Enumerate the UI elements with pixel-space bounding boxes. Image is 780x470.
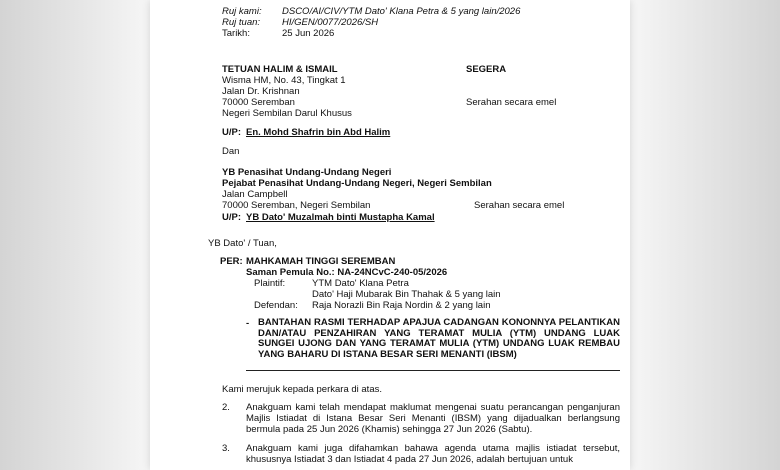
paragraph-3-number: 3. xyxy=(222,443,230,454)
defendan-label: Defendan: xyxy=(254,300,298,311)
addressee1-line3: 70000 Seremban xyxy=(222,97,295,108)
addressee1-up-value: En. Mohd Shafrin bin Abd Halim xyxy=(246,127,391,138)
paragraph-2-text: Anakguam kami telah mendapat maklumat mengenai suatu perancangan penganjuran Majlis Istiadat di Istana Besar Seri Menanti (IBSM) yang dijadualkan berlangsung bermula pada 25 Jun 2026 (Khamis) sehingga 27 Jun 2026 (Sabtu). xyxy=(246,402,620,435)
addressee1-line2: Jalan Dr. Krishnan xyxy=(222,86,300,97)
addressee2-name: YB Penasihat Undang-Undang Negeri xyxy=(222,167,392,178)
addressee2-up-value: YB Dato' Muzalmah binti Mustapha Kamal xyxy=(246,212,435,223)
addressee1-line1: Wisma HM, No. 43, Tingkat 1 xyxy=(222,75,346,86)
addressee2-up-label: U/P: xyxy=(222,212,241,223)
background-right xyxy=(630,0,780,470)
defendan-value: Raja Norazli Bin Raja Nordin & 2 yang lain xyxy=(312,300,491,311)
subject-text: BANTAHAN RASMI TERHADAP APAJUA CADANGAN KONONNYA PELANTIKAN DAN/ATAU PENZAHIRAN YANG TERAMAT MULIA (YTM) UNDANG LUAK SUNGEI UJONG DAN YANG TERAMAT MULIA (YTM) UNDANG LUAK REMBAU YANG BAHARU DI ISTANA BESAR SERI MENANTI (IBSM) xyxy=(258,317,620,360)
paragraph-2-number: 2. xyxy=(222,402,230,413)
urgency-label: SEGERA xyxy=(466,64,507,75)
ruj-tuan-label: Ruj tuan: xyxy=(222,17,261,28)
addressee1-name: TETUAN HALIM & ISMAIL xyxy=(222,64,338,75)
ruj-tuan-value: HI/GEN/0077/2026/SH xyxy=(282,17,379,28)
subject-dash: - xyxy=(246,318,250,329)
letter-page xyxy=(150,0,630,470)
plaintif-1: YTM Dato' Klana Petra xyxy=(312,278,409,289)
addressee2-line3: 70000 Seremban, Negeri Sembilan xyxy=(222,200,371,211)
per-court: MAHKAMAH TINGGI SEREMBAN xyxy=(246,256,396,267)
addressee1-up-label: U/P: xyxy=(222,127,241,138)
salutation: YB Dato' / Tuan, xyxy=(208,238,277,249)
ruj-kami-label: Ruj kami: xyxy=(222,6,262,17)
ruj-kami-value: DSCO/AI/CIV/YTM Dato' Klana Petra & 5 yang lain/2026 xyxy=(282,6,521,17)
per-label: PER: xyxy=(220,256,243,267)
per-case: Saman Pemula No.: NA-24NCvC-240-05/2026 xyxy=(246,267,448,278)
background-left xyxy=(0,0,150,470)
tarikh-value: 25 Jun 2026 xyxy=(282,28,335,39)
plaintif-label: Plaintif: xyxy=(254,278,286,289)
subject-rule xyxy=(246,370,620,371)
paragraph-3-text: Anakguam kami juga difahamkan bahawa agenda utama majlis istiadat tersebut, khususnya Istiadat 3 dan Istiadat 4 pada 27 Jun 2026, adalah bertujuan untuk xyxy=(246,443,620,465)
dan-text: Dan xyxy=(222,146,240,157)
addressee1-delivery: Serahan secara emel xyxy=(466,97,557,108)
addressee1-line4: Negeri Sembilan Darul Khusus xyxy=(222,108,352,119)
addressee2-delivery: Serahan secara emel xyxy=(474,200,565,211)
intro-text: Kami merujuk kepada perkara di atas. xyxy=(222,384,382,395)
addressee2-line2: Jalan Campbell xyxy=(222,189,288,200)
addressee2-line1: Pejabat Penasihat Undang-Undang Negeri, Negeri Sembilan xyxy=(222,178,492,189)
tarikh-label: Tarikh: xyxy=(222,28,250,39)
plaintif-2: Dato' Haji Mubarak Bin Thahak & 5 yang lain xyxy=(312,289,501,300)
